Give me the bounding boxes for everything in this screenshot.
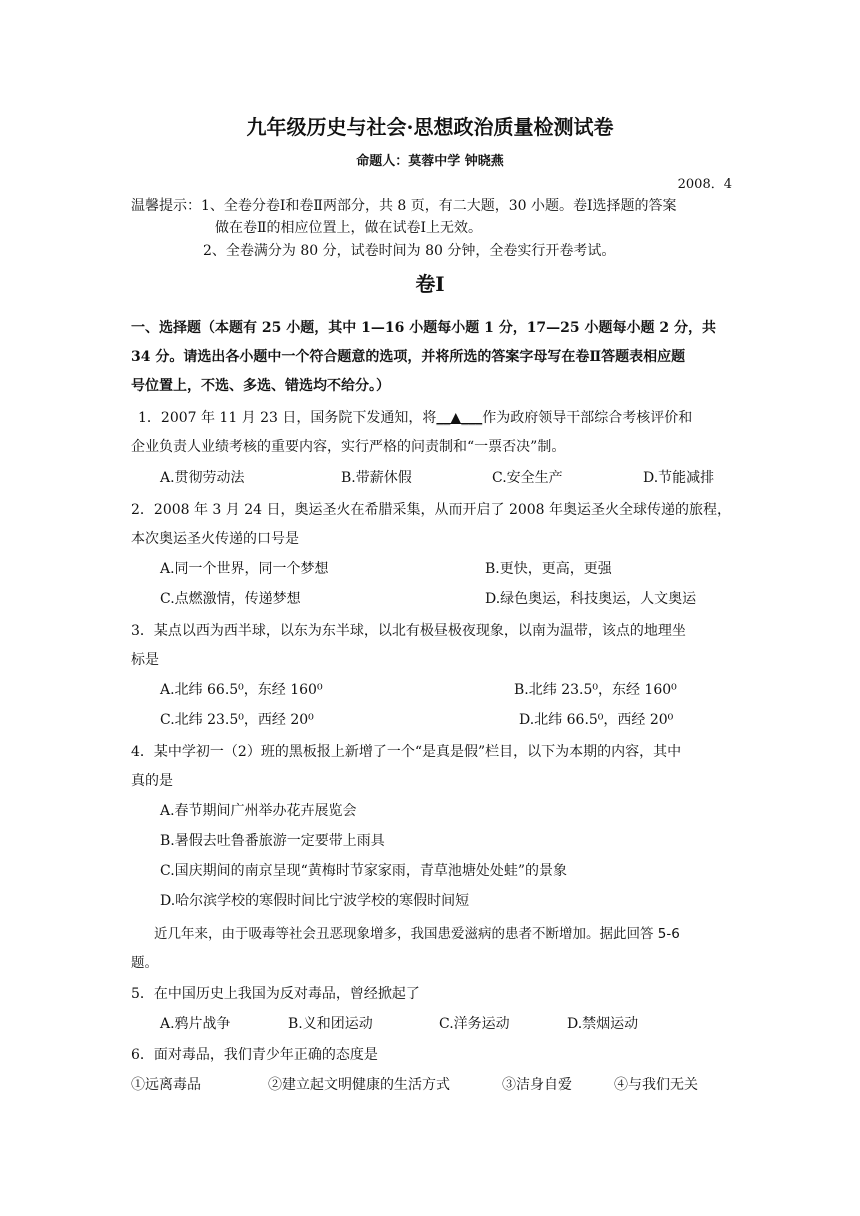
q3-option-b-text: B.北纬 23.5⁰，东经 160⁰ <box>514 682 677 698</box>
q4-option-c: C.国庆期间的南京呈现“黄梅时节家家雨，青草池塘处处蛙”的景象 <box>160 863 567 879</box>
q2-option-a: A.同一个世界，同一个梦想 <box>160 561 329 577</box>
question-3-line-2: 标是 <box>131 652 159 668</box>
q1-option-a: A.贯彻劳动法 <box>160 470 245 486</box>
question-5: 5．在中国历史上我国为反对毒品，曾经掀起了 <box>131 986 420 1002</box>
q6-item-3: ③洁身自爱 <box>502 1077 572 1093</box>
question-4-line-2: 真的是 <box>131 773 173 789</box>
q6-item-1: ①远离毒品 <box>131 1077 201 1093</box>
instructions-line-2: 34 分。请选出各小题中一个符合题意的选项，并将所选的答案字母写在卷Ⅱ答题表相应题 <box>131 349 686 365</box>
q3-option-a-text: A.北纬 66.5⁰，东经 160⁰ <box>160 682 323 698</box>
question-1-blank: __▲___ <box>436 410 483 426</box>
q6-item-2: ②建立起文明健康的生活方式 <box>268 1077 450 1093</box>
instructions-line-3: 号位置上，不选、多选、错选均不给分。） <box>131 378 390 394</box>
material-line-2: 题。 <box>131 955 158 971</box>
q3-option-d-text: D.北纬 66.5⁰，西经 20⁰ <box>519 712 674 728</box>
q5-option-c: C.洋务运动 <box>439 1016 510 1032</box>
question-4-line-1: 4．某中学初一（2）班的黑板报上新增了一个“是真是假”栏目，以下为本期的内容，其中 <box>131 744 682 760</box>
author-line: 命题人：莫蓉中学 钟晓燕 <box>356 154 504 169</box>
q1-option-c: C.安全生产 <box>492 470 563 486</box>
q5-option-b: B.义和团运动 <box>288 1016 373 1032</box>
question-1-stem-a: 1．2007 年 11 月 23 日，国务院下发通知，将 <box>138 410 437 426</box>
question-6: 6．面对毒品，我们青少年正确的态度是 <box>131 1047 378 1063</box>
q2-option-b: B.更快，更高，更强 <box>485 561 612 577</box>
notice-line-1: 温馨提示：1、全卷分卷Ⅰ和卷Ⅱ两部分，共 8 页，有二大题，30 小题。卷Ⅰ选择题的答案 <box>131 198 677 214</box>
q3-option-a <box>160 680 323 700</box>
exam-title: 九年级历史与社会·思想政治质量检测试卷 <box>246 115 614 139</box>
question-1-line-1 <box>138 408 692 428</box>
question-2-line-2: 本次奥运圣火传递的口号是 <box>131 531 299 547</box>
instructions-line-1: 一、选择题（本题有 25 小题，其中 1—16 小题每小题 1 分，17—25 小题每小题 2 分，共 <box>131 320 717 336</box>
q1-option-b: B.带薪休假 <box>341 470 412 486</box>
notice-line-3: 2、全卷满分为 80 分，试卷时间为 80 分钟，全卷实行开卷考试。 <box>203 243 616 259</box>
q2-option-c: C.点燃激情，传递梦想 <box>160 591 301 607</box>
q3-option-b <box>514 680 677 700</box>
q4-option-b: B.暑假去吐鲁番旅游一定要带上雨具 <box>160 833 385 849</box>
question-3-line-1: 3．某点以西为西半球，以东为东半球，以北有极昼极夜现象，以南为温带，该点的地理坐 <box>131 623 686 639</box>
q3-option-c <box>160 710 314 730</box>
question-1-stem-b: 作为政府领导干部综合考核评价和 <box>482 410 693 426</box>
notice-line-2: 做在卷Ⅱ的相应位置上，做在试卷Ⅰ上无效。 <box>215 220 483 236</box>
material-line-1: 近几年来，由于吸毒等社会丑恶现象增多，我国患爱滋病的患者不断增加。据此回答 5-6 <box>154 926 680 942</box>
question-1-line-2: 企业负责人业绩考核的重要内容，实行严格的问责制和“一票否决”制。 <box>131 439 566 455</box>
section-heading: 卷Ⅰ <box>415 272 445 296</box>
q6-item-4: ④与我们无关 <box>614 1077 698 1093</box>
exam-date: 2008．4 <box>677 177 732 192</box>
q4-option-a: A.春节期间广州举办花卉展览会 <box>160 803 357 819</box>
question-2-line-1: 2．2008 年 3 月 24 日，奥运圣火在希腊采集，从而开启了 2008 年奥运圣火全球传递的旅程， <box>131 502 732 518</box>
q2-option-d: D.绿色奥运，科技奥运，人文奥运 <box>485 591 697 607</box>
q5-option-a: A.鸦片战争 <box>160 1016 231 1032</box>
q3-option-c-text: C.北纬 23.5⁰，西经 20⁰ <box>160 712 314 728</box>
q1-option-d: D.节能减排 <box>643 470 715 486</box>
q3-option-d <box>519 710 673 730</box>
q4-option-d: D.哈尔滨学校的寒假时间比宁波学校的寒假时间短 <box>160 893 470 909</box>
q5-option-d: D.禁烟运动 <box>567 1016 639 1032</box>
